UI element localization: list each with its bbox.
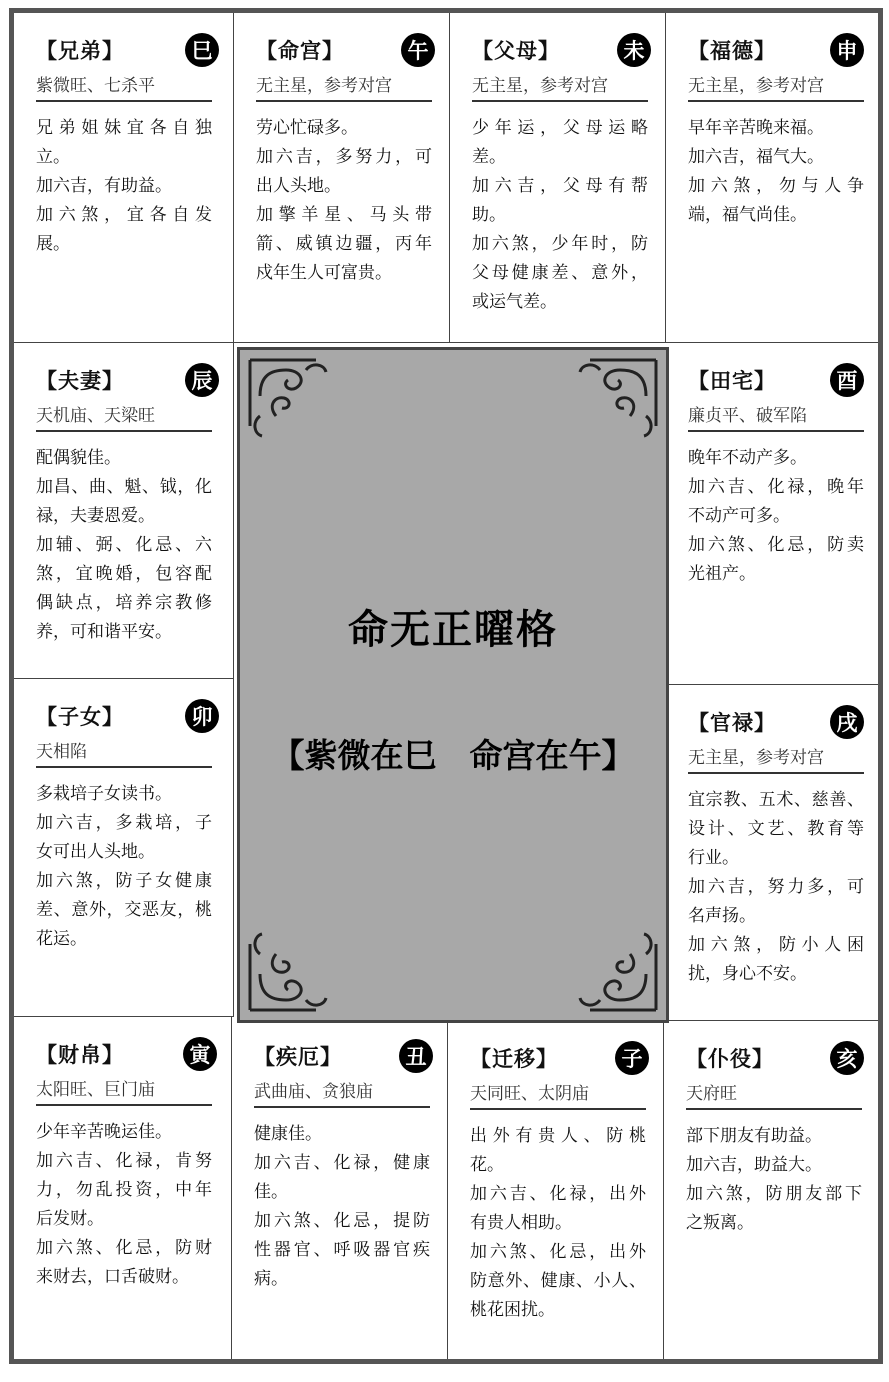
description-line: 加六吉、化禄，出外 bbox=[470, 1184, 646, 1204]
palace-shen bbox=[666, 13, 878, 343]
description-line: 健康佳。 bbox=[254, 1124, 322, 1144]
palace-chen bbox=[14, 343, 234, 679]
earthly-branch-badge: 亥 bbox=[830, 1041, 864, 1075]
description-line: 加六煞，防小人困 bbox=[688, 935, 864, 955]
palace-description bbox=[256, 114, 432, 288]
description-line: 加六煞，防朋友部下 bbox=[686, 1184, 862, 1204]
description-line: 女可出人头地。 bbox=[36, 842, 155, 862]
palace-zi bbox=[448, 1021, 664, 1359]
palace-title: 【财帛】 bbox=[36, 1043, 124, 1067]
palace-description bbox=[36, 1118, 212, 1292]
description-line: 设计、文艺、教育等 bbox=[688, 819, 864, 839]
palace-description bbox=[688, 444, 864, 589]
earthly-branch-badge: 辰 bbox=[185, 363, 219, 397]
description-line: 养，可和谐平安。 bbox=[36, 622, 172, 642]
earthly-branch-badge: 午 bbox=[401, 33, 435, 67]
description-line: 少年运，父母运略 bbox=[472, 118, 648, 138]
palace-stars: 无主星，参考对宫 bbox=[256, 71, 432, 102]
palace-stars: 天机庙、天梁旺 bbox=[36, 401, 212, 432]
description-line: 箭、威镇边疆，丙年 bbox=[256, 234, 432, 254]
description-line: 差、意外，交恶友，桃 bbox=[36, 900, 212, 920]
palace-stars: 无主星，参考对宫 bbox=[688, 71, 864, 102]
palace-header bbox=[36, 1039, 213, 1069]
palace-header bbox=[472, 35, 647, 65]
description-line: 性器官、呼吸器官疾 bbox=[254, 1240, 430, 1260]
palace-stars: 紫微旺、七杀平 bbox=[36, 71, 212, 102]
description-line: 加昌、曲、魁、钺，化 bbox=[36, 477, 212, 497]
palace-wu bbox=[234, 13, 450, 343]
earthly-branch-badge: 巳 bbox=[185, 33, 219, 67]
palace-title: 【命宫】 bbox=[256, 39, 344, 63]
description-line: 加六煞，防子女健康 bbox=[36, 871, 212, 891]
palace-chart bbox=[9, 8, 883, 1364]
description-line: 不动产可多。 bbox=[688, 506, 790, 526]
earthly-branch-badge: 子 bbox=[615, 1041, 649, 1075]
chart-subtitle: 【紫微在巳 命宫在午】 bbox=[271, 736, 635, 775]
earthly-branch-badge: 丑 bbox=[399, 1039, 433, 1073]
description-line: 劳心忙碌多。 bbox=[256, 118, 358, 138]
palace-wei bbox=[450, 13, 666, 343]
earthly-branch-badge: 未 bbox=[617, 33, 651, 67]
description-line: 出外有贵人、防桃 bbox=[470, 1126, 646, 1146]
corner-ornament-icon bbox=[574, 928, 660, 1014]
description-line: 立。 bbox=[36, 147, 70, 167]
palace-description bbox=[686, 1122, 862, 1238]
description-line: 配偶貌佳。 bbox=[36, 448, 121, 468]
palace-header bbox=[256, 35, 431, 65]
palace-description bbox=[254, 1120, 430, 1294]
description-line: 光祖产。 bbox=[688, 564, 756, 584]
palace-title: 【官禄】 bbox=[688, 711, 776, 735]
description-line: 后发财。 bbox=[36, 1209, 104, 1229]
description-line: 加六煞、化忌，防财 bbox=[36, 1238, 212, 1258]
description-line: 来财去，口舌破财。 bbox=[36, 1267, 189, 1287]
palace-header bbox=[688, 707, 860, 737]
palace-header bbox=[36, 365, 215, 395]
description-line: 之叛离。 bbox=[686, 1213, 754, 1233]
palace-description bbox=[470, 1122, 646, 1325]
palace-yin bbox=[14, 1017, 232, 1359]
corner-ornament-icon bbox=[246, 356, 332, 442]
description-line: 父母健康差、意外， bbox=[472, 263, 648, 283]
description-line: 少年辛苦晚运佳。 bbox=[36, 1122, 172, 1142]
description-line: 加六吉，福气大。 bbox=[688, 147, 824, 167]
description-line: 出人头地。 bbox=[256, 176, 341, 196]
description-line: 有贵人相助。 bbox=[470, 1213, 572, 1233]
palace-title: 【夫妻】 bbox=[36, 369, 124, 393]
description-line: 煞，宜晚婚，包容配 bbox=[36, 564, 212, 584]
palace-description bbox=[36, 114, 212, 259]
description-line: 加六吉，父母有帮 bbox=[472, 176, 648, 196]
palace-description bbox=[472, 114, 648, 317]
palace-stars: 天相陷 bbox=[36, 737, 212, 768]
palace-title: 【迁移】 bbox=[470, 1047, 558, 1071]
palace-title: 【子女】 bbox=[36, 705, 124, 729]
description-line: 晚年不动产多。 bbox=[688, 448, 807, 468]
palace-description bbox=[688, 786, 864, 989]
palace-header bbox=[36, 701, 215, 731]
description-line: 助。 bbox=[472, 205, 506, 225]
palace-xu bbox=[666, 685, 878, 1021]
description-line: 桃花困扰。 bbox=[470, 1300, 555, 1320]
palace-title: 【父母】 bbox=[472, 39, 560, 63]
description-line: 名声扬。 bbox=[688, 906, 756, 926]
palace-description bbox=[688, 114, 864, 230]
description-line: 加六吉、化禄，晚年 bbox=[688, 477, 864, 497]
description-line: 加六吉，多栽培，子 bbox=[36, 813, 212, 833]
palace-title: 【田宅】 bbox=[688, 369, 776, 393]
description-line: 加六煞、化忌，防卖 bbox=[688, 535, 864, 555]
description-line: 加六吉，有助益。 bbox=[36, 176, 172, 196]
corner-ornament-icon bbox=[246, 928, 332, 1014]
palace-stars: 天同旺、太阴庙 bbox=[470, 1079, 646, 1110]
description-line: 差。 bbox=[472, 147, 506, 167]
description-line: 加擎羊星、马头带 bbox=[256, 205, 432, 225]
earthly-branch-badge: 酉 bbox=[830, 363, 864, 397]
description-line: 花运。 bbox=[36, 929, 87, 949]
palace-title: 【兄弟】 bbox=[36, 39, 124, 63]
description-line: 力，勿乱投资，中年 bbox=[36, 1180, 212, 1200]
description-line: 加辅、弼、化忌、六 bbox=[36, 535, 212, 555]
description-line: 加六吉，努力多，可 bbox=[688, 877, 864, 897]
description-line: 禄，夫妻恩爱。 bbox=[36, 506, 155, 526]
palace-stars: 天府旺 bbox=[686, 1079, 862, 1110]
description-line: 加六煞、化忌，出外 bbox=[470, 1242, 646, 1262]
description-line: 行业。 bbox=[688, 848, 739, 868]
palace-description bbox=[36, 780, 212, 954]
palace-hai bbox=[664, 1021, 878, 1359]
description-line: 防意外、健康、小人、 bbox=[470, 1271, 646, 1291]
palace-description bbox=[36, 444, 212, 647]
earthly-branch-badge: 卯 bbox=[185, 699, 219, 733]
palace-chou bbox=[232, 1019, 448, 1359]
palace-title: 【疾厄】 bbox=[254, 1045, 342, 1069]
description-line: 偶缺点，培养宗教修 bbox=[36, 593, 212, 613]
palace-title: 【福德】 bbox=[688, 39, 776, 63]
palace-stars: 武曲庙、贪狼庙 bbox=[254, 1077, 430, 1108]
description-line: 加六吉，多努力，可 bbox=[256, 147, 432, 167]
palace-stars: 廉贞平、破军陷 bbox=[688, 401, 864, 432]
description-line: 或运气差。 bbox=[472, 292, 557, 312]
palace-stars: 太阳旺、巨门庙 bbox=[36, 1075, 212, 1106]
palace-title: 【仆役】 bbox=[686, 1047, 774, 1071]
description-line: 展。 bbox=[36, 234, 70, 254]
description-line: 加六吉、化禄，肯努 bbox=[36, 1151, 212, 1171]
palace-header bbox=[470, 1043, 645, 1073]
palace-header bbox=[36, 35, 215, 65]
palace-mao bbox=[14, 679, 234, 1017]
palace-header bbox=[688, 365, 860, 395]
description-line: 戍年生人可富贵。 bbox=[256, 263, 392, 283]
description-line: 端，福气尚佳。 bbox=[688, 205, 807, 225]
description-line: 扰，身心不安。 bbox=[688, 964, 807, 984]
chart-title: 命无正曜格 bbox=[348, 607, 558, 653]
description-line: 宜宗教、五术、慈善、 bbox=[688, 790, 864, 810]
earthly-branch-badge: 戌 bbox=[830, 705, 864, 739]
palace-header bbox=[254, 1041, 429, 1071]
description-line: 部下朋友有助益。 bbox=[686, 1126, 822, 1146]
center-panel bbox=[237, 347, 669, 1023]
description-line: 早年辛苦晚来福。 bbox=[688, 118, 824, 138]
description-line: 加六煞，宜各自发 bbox=[36, 205, 212, 225]
palace-header bbox=[686, 1043, 860, 1073]
description-line: 多栽培子女读书。 bbox=[36, 784, 172, 804]
palace-si bbox=[14, 13, 234, 343]
description-line: 兄弟姐妹宜各自独 bbox=[36, 118, 212, 138]
description-line: 加六煞、化忌，提防 bbox=[254, 1211, 430, 1231]
description-line: 加六煞，勿与人争 bbox=[688, 176, 864, 196]
description-line: 花。 bbox=[470, 1155, 504, 1175]
description-line: 加六吉，助益大。 bbox=[686, 1155, 822, 1175]
palace-header bbox=[688, 35, 860, 65]
description-line: 病。 bbox=[254, 1269, 288, 1289]
palace-stars: 无主星，参考对宫 bbox=[688, 743, 864, 774]
corner-ornament-icon bbox=[574, 356, 660, 442]
description-line: 佳。 bbox=[254, 1182, 288, 1202]
palace-stars: 无主星，参考对宫 bbox=[472, 71, 648, 102]
earthly-branch-badge: 寅 bbox=[183, 1037, 217, 1071]
description-line: 加六煞，少年时，防 bbox=[472, 234, 648, 254]
earthly-branch-badge: 申 bbox=[830, 33, 864, 67]
description-line: 加六吉、化禄，健康 bbox=[254, 1153, 430, 1173]
palace-you bbox=[666, 343, 878, 685]
